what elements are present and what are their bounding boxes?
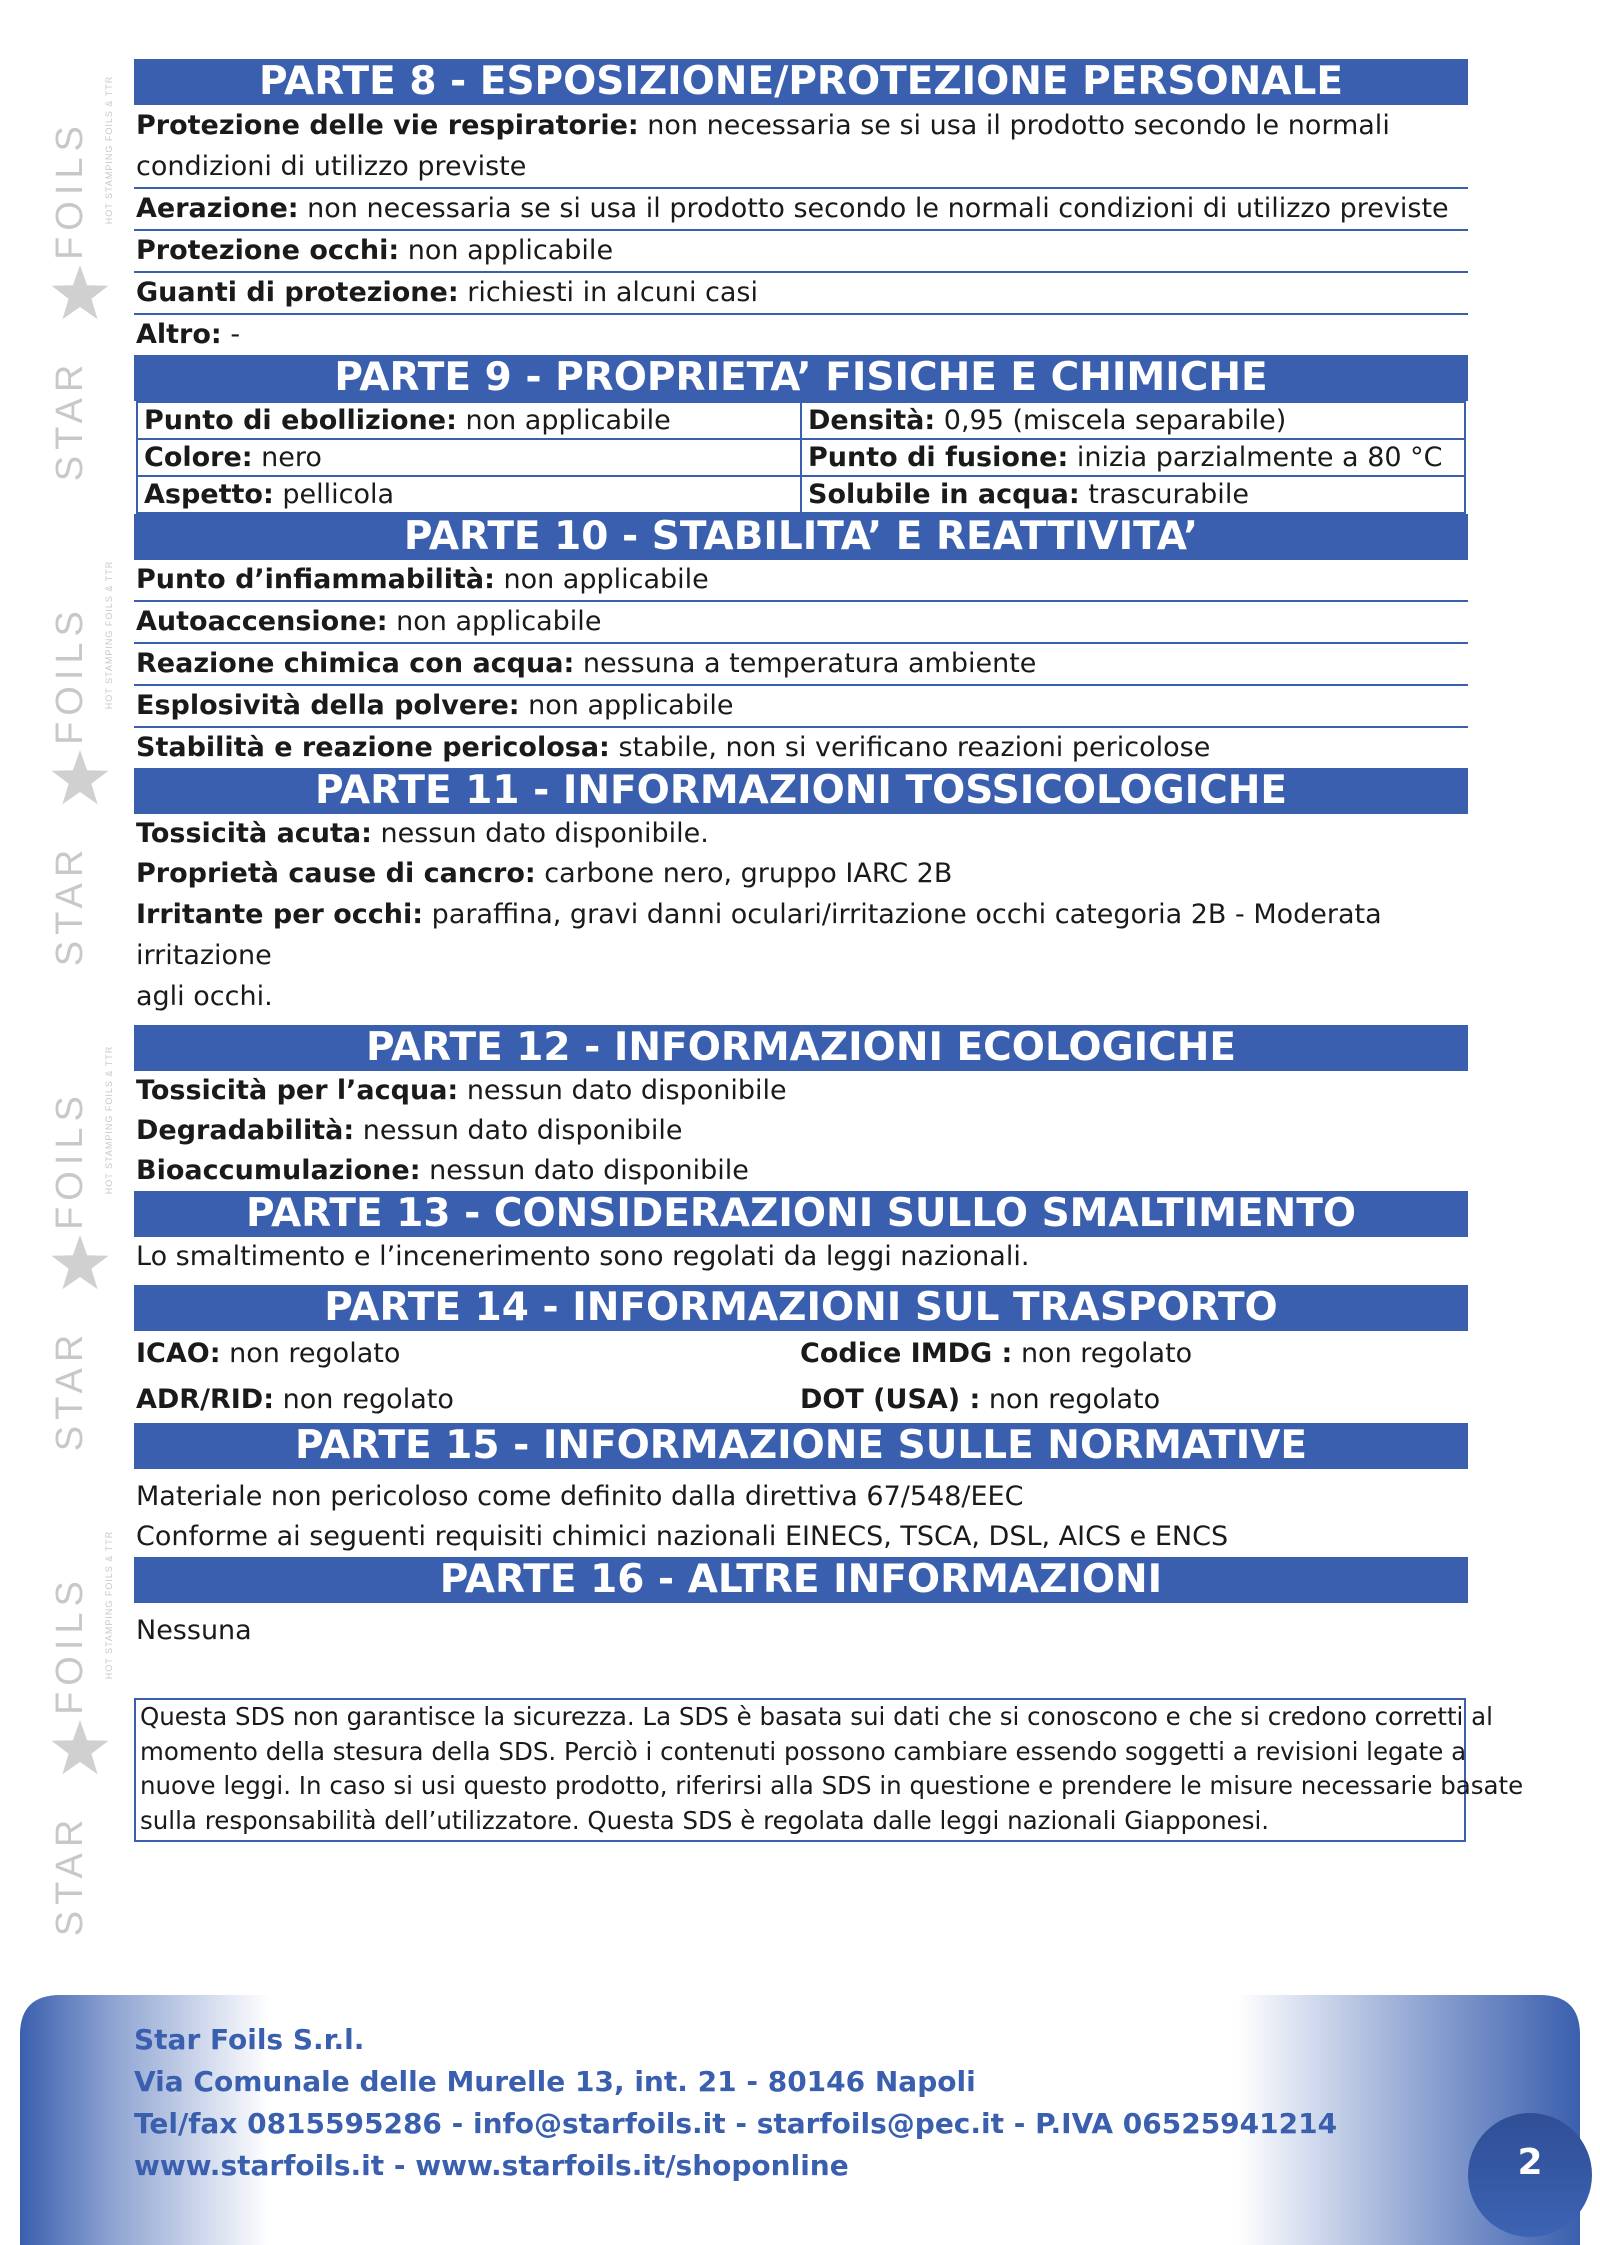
side-logo-word: FOILS xyxy=(49,1575,91,1715)
transport-item-imdg xyxy=(800,1331,1192,1377)
field-value: non applicabile xyxy=(456,405,671,436)
field-value: nessuna a temperatura ambiente xyxy=(574,648,1037,679)
field-label: Colore: xyxy=(144,442,253,473)
section-14-header: PARTE 14 - INFORMAZIONI SUL TRASPORTO xyxy=(134,1285,1468,1331)
row-acute-toxicity xyxy=(134,814,1468,854)
field-label: Codice IMDG : xyxy=(800,1338,1013,1369)
field-value: non necessaria se si usa il prodotto secondo le normali xyxy=(638,110,1390,141)
company-contacts: Tel/fax 0815595286 - info@starfoils.it - starfoils@pec.it - P.IVA 06525941214 xyxy=(134,2107,1338,2140)
row-bioaccumulation xyxy=(134,1151,1468,1191)
disclaimer-line: momento della stesura della SDS. Perciò i contenuti possono cambiare essendo soggetti a revisioni legate a xyxy=(140,1736,1467,1766)
physical-properties-table xyxy=(136,401,1466,514)
table-row xyxy=(137,439,1465,476)
field-value: - xyxy=(221,319,241,350)
side-logo-word: STAR xyxy=(49,358,91,482)
row-dust-explosivity xyxy=(134,686,1468,728)
side-logo-tagline: HOT STAMPING FOILS & TTR xyxy=(104,1530,114,1680)
field-value: pellicola xyxy=(273,479,395,510)
field-value: inizia parzialmente a 80 °C xyxy=(1068,442,1443,473)
side-logo-word: STAR xyxy=(49,1813,91,1937)
field-label: Punto di ebollizione: xyxy=(144,405,457,436)
field-label: Irritante per occhi: xyxy=(136,899,424,930)
star-icon xyxy=(52,265,109,319)
section-10-header: PARTE 10 - STABILITA’ E REATTIVITA’ xyxy=(134,514,1468,560)
table-cell xyxy=(137,439,801,476)
field-value: carbone nero, gruppo IARC 2B xyxy=(535,858,953,889)
field-value: paraffina, gravi danni oculari/irritazione occhi categoria 2B - Moderata irritazione xyxy=(136,899,1382,971)
row-degradability xyxy=(134,1111,1468,1151)
row-stability xyxy=(134,728,1468,768)
regulation-line: Conforme ai seguenti requisiti chimici nazionali EINECS, TSCA, DSL, AICS e ENCS xyxy=(136,1521,1229,1552)
row-eye-irritant xyxy=(134,894,1468,1017)
field-label: Stabilità e reazione pericolosa: xyxy=(136,732,610,763)
field-label: ADR/RID: xyxy=(136,1384,275,1415)
field-label: Solubile in acqua: xyxy=(808,479,1080,510)
table-cell xyxy=(801,402,1465,439)
disclaimer-line: Questa SDS non garantisce la sicurezza. La SDS è basata sui dati che si conoscono e che si credono corretti al xyxy=(140,1702,1493,1731)
side-logo-stamp xyxy=(49,1531,114,1937)
field-value: 0,95 (miscela separabile) xyxy=(935,405,1287,436)
row-water-reaction xyxy=(134,644,1468,686)
row-ventilation xyxy=(134,189,1468,231)
table-row xyxy=(137,476,1465,513)
page-number: 2 xyxy=(1517,2142,1543,2183)
field-value: nessun dato disponibile xyxy=(458,1075,787,1106)
side-logo-tagline: HOT STAMPING FOILS & TTR xyxy=(104,75,114,225)
transport-row xyxy=(134,1331,1468,1377)
disclaimer-box xyxy=(134,1698,1524,1842)
sds-content xyxy=(134,59,1468,1651)
side-logo-tagline: HOT STAMPING FOILS & TTR xyxy=(104,1045,114,1195)
disposal-text: Lo smaltimento e l’incenerimento sono regolati da leggi nazionali. xyxy=(136,1241,1030,1272)
field-label: Punto d’infiammabilità: xyxy=(136,564,495,595)
field-value: nessun dato disponibile xyxy=(420,1155,749,1186)
field-label: Punto di fusione: xyxy=(808,442,1069,473)
field-label: Protezione occhi: xyxy=(136,235,400,266)
transport-item-adr-rid xyxy=(136,1377,454,1423)
field-label: Protezione delle vie respiratorie: xyxy=(136,110,639,141)
table-row xyxy=(137,402,1465,439)
field-value: stabile, non si verificano reazioni pericolose xyxy=(609,732,1211,763)
row-flash-point xyxy=(134,560,1468,602)
table-cell xyxy=(137,402,801,439)
field-value: nessun dato disponibile. xyxy=(371,818,709,849)
field-value: non regolato xyxy=(1012,1338,1193,1369)
field-value: non regolato xyxy=(980,1384,1161,1415)
row-eye-protection xyxy=(134,231,1468,273)
section-13-header: PARTE 13 - CONSIDERAZIONI SULLO SMALTIMENTO xyxy=(134,1191,1468,1237)
field-label: Tossicità acuta: xyxy=(136,818,372,849)
row-respiratory-protection xyxy=(134,105,1468,189)
field-value: nero xyxy=(252,442,322,473)
field-value: non regolato xyxy=(274,1384,454,1415)
field-value: non regolato xyxy=(220,1338,401,1369)
field-value: nessun dato disponibile xyxy=(354,1115,683,1146)
table-cell xyxy=(801,439,1465,476)
table-cell xyxy=(801,476,1465,513)
footer-contact-block xyxy=(134,2019,1337,2187)
row-autoignition xyxy=(134,602,1468,644)
row-carcinogenicity xyxy=(134,854,1468,894)
side-logo-word: FOILS xyxy=(49,605,91,745)
table-cell xyxy=(137,476,801,513)
row-other xyxy=(134,315,1468,355)
side-logo-strip xyxy=(40,30,120,1970)
star-icon xyxy=(52,1720,109,1774)
side-logo-stamp xyxy=(49,1046,114,1452)
company-websites[interactable]: www.starfoils.it - www.starfoils.it/shoponline xyxy=(134,2149,849,2182)
section-9-header: PARTE 9 - PROPRIETA’ FISICHE E CHIMICHE xyxy=(134,355,1468,401)
field-label: Proprietà cause di cancro: xyxy=(136,858,536,889)
transport-item-dot xyxy=(800,1377,1160,1423)
regulation-line: Materiale non pericoloso come definito dalla direttiva 67/548/EEC xyxy=(136,1481,1024,1512)
field-label: DOT (USA) : xyxy=(800,1384,981,1415)
transport-row xyxy=(134,1377,1468,1423)
field-value-continued: condizioni di utilizzo previste xyxy=(136,151,527,182)
field-label: Tossicità per l’acqua: xyxy=(136,1075,459,1106)
field-label: Reazione chimica con acqua: xyxy=(136,648,575,679)
section-11-header: PARTE 11 - INFORMAZIONI TOSSICOLOGICHE xyxy=(134,768,1468,814)
field-value: richiesti in alcuni casi xyxy=(458,277,758,308)
side-logo-word: FOILS xyxy=(49,1090,91,1230)
section-12-header: PARTE 12 - INFORMAZIONI ECOLOGICHE xyxy=(134,1025,1468,1071)
field-value: non necessaria se si usa il prodotto secondo le normali condizioni di utilizzo previste xyxy=(298,193,1449,224)
side-logo-word: FOILS xyxy=(49,120,91,260)
field-value: non applicabile xyxy=(387,606,602,637)
field-value: non applicabile xyxy=(494,564,709,595)
star-icon xyxy=(52,750,109,804)
field-label: Guanti di protezione: xyxy=(136,277,459,308)
field-label: ICAO: xyxy=(136,1338,221,1369)
section-15-header: PARTE 15 - INFORMAZIONE SULLE NORMATIVE xyxy=(134,1423,1468,1469)
side-logo-stamp xyxy=(49,561,114,967)
field-label: Densità: xyxy=(808,405,936,436)
field-label: Altro: xyxy=(136,319,222,350)
side-logo-stamp xyxy=(49,76,114,482)
field-label: Bioaccumulazione: xyxy=(136,1155,421,1186)
disclaimer-line: sulla responsabilità dell’utilizzatore. Questa SDS è regolata dalle leggi nazionali Giapponesi. xyxy=(140,1805,1270,1835)
transport-item-icao xyxy=(136,1331,400,1377)
side-logo-tagline: HOT STAMPING FOILS & TTR xyxy=(104,560,114,710)
section-8-header: PARTE 8 - ESPOSIZIONE/PROTEZIONE PERSONALE xyxy=(134,59,1468,105)
row-water-toxicity xyxy=(134,1071,1468,1111)
field-value: trascurabile xyxy=(1079,479,1249,510)
field-value: non applicabile xyxy=(519,690,734,721)
field-label: Esplosività della polvere: xyxy=(136,690,520,721)
field-label: Aerazione: xyxy=(136,193,299,224)
field-value-continued: agli occhi. xyxy=(136,981,273,1012)
company-address: Via Comunale delle Murelle 13, int. 21 - 80146 Napoli xyxy=(134,2065,976,2098)
field-label: Degradabilità: xyxy=(136,1115,355,1146)
section-16-header: PARTE 16 - ALTRE INFORMAZIONI xyxy=(134,1557,1468,1603)
side-logo-word: STAR xyxy=(49,1328,91,1452)
other-info-text: Nessuna xyxy=(136,1615,252,1646)
side-logo-word: STAR xyxy=(49,843,91,967)
row-gloves xyxy=(134,273,1468,315)
disclaimer-line: nuove leggi. In caso si usi questo prodotto, riferirsi alla SDS in questione e prendere le misure necessarie basate xyxy=(140,1771,1524,1800)
field-label: Autoaccensione: xyxy=(136,606,388,637)
star-icon xyxy=(52,1235,109,1289)
field-label: Aspetto: xyxy=(144,479,274,510)
company-name: Star Foils S.r.l. xyxy=(134,2023,365,2056)
field-value: non applicabile xyxy=(399,235,614,266)
